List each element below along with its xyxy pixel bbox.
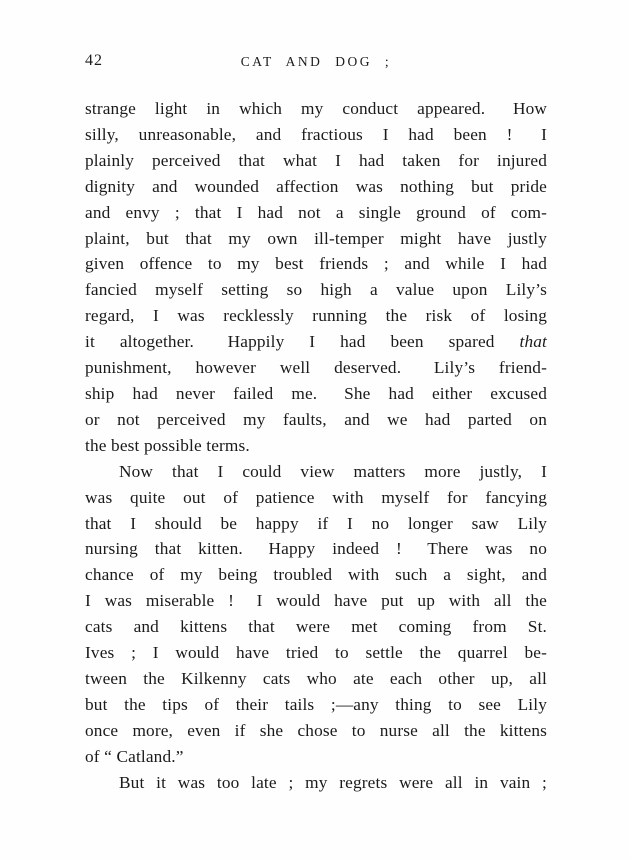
text-line: dignity and wounded affection was nothing but pride — [85, 176, 547, 196]
page-body — [85, 96, 547, 795]
paragraph — [85, 459, 547, 770]
text-line: of “ Catland.” — [85, 746, 184, 766]
text-line: nursing that kitten. Happy indeed ! There was no — [85, 539, 547, 559]
running-title: CAT AND DOG ; — [240, 54, 392, 69]
text-line: ship had never failed me. She had either excused — [85, 383, 547, 403]
page-number: 42 — [85, 52, 103, 69]
text-line: I was miserable ! I would have put up with all the — [85, 591, 547, 611]
text-line: the best possible terms. — [85, 435, 250, 455]
text-line: plainly perceived that what I had taken for injured — [85, 150, 547, 170]
text-line: But it was too late ; my regrets were all in vain ; — [119, 772, 547, 792]
text-line: given offence to my best friends ; and while I had — [85, 254, 547, 274]
text-line: Now that I could view matters more justly, I — [119, 461, 547, 481]
text-line: regard, I was recklessly running the risk of losing — [85, 306, 547, 326]
text-line: tween the Kilkenny cats who ate each other up, all — [85, 668, 547, 688]
text-line: and envy ; that I had not a single ground of com- — [85, 202, 547, 222]
text-line: strange light in which my conduct appeared. How — [85, 99, 547, 118]
text-line: Ives ; I would have tried to settle the quarrel be- — [85, 643, 547, 663]
text-line: or not perceived my faults, and we had parted on — [85, 409, 547, 429]
text-block — [85, 52, 547, 795]
text-line: it altogether. Happily I had been spared that — [85, 332, 547, 352]
text-line: punishment, however well deserved. Lily’s friend- — [85, 358, 547, 378]
running-head — [85, 52, 547, 74]
text-line: once more, even if she chose to nurse all the kittens — [85, 720, 547, 740]
text-line: plaint, but that my own ill-temper might have justly — [85, 228, 547, 248]
paragraph — [85, 96, 547, 459]
text-line: but the tips of their tails ;—any thing to see Lily — [85, 694, 547, 714]
text-line: silly, unreasonable, and fractious I had been ! I — [85, 124, 547, 144]
text-line: fancied myself setting so high a value upon Lily’s — [85, 280, 547, 300]
paragraph — [85, 770, 547, 796]
text-line: was quite out of patience with myself for fancying — [85, 487, 547, 507]
text-line: that I should be happy if I no longer saw Lily — [85, 513, 547, 533]
text-line: cats and kittens that were met coming from St. — [85, 617, 547, 637]
text-line: chance of my being troubled with such a sight, and — [85, 565, 547, 585]
